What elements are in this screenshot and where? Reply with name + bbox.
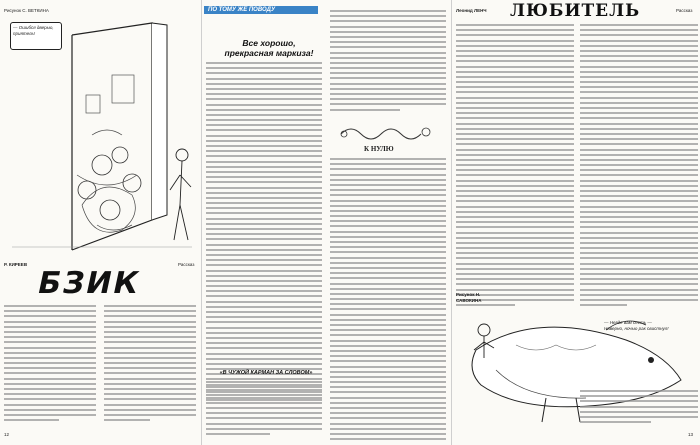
story-author-right: Леонид ЛЕНЧ	[456, 8, 487, 13]
article-text-col-3	[330, 158, 446, 443]
cartoon-illustration	[2, 15, 198, 257]
cartoon-caption-2: Наверно, ночью рак свистнул!	[604, 326, 669, 331]
story-right-col-bottom	[580, 390, 698, 426]
story-title-right: ЛЮБИТЕЛЬ	[510, 1, 641, 21]
article-title: Все хорошо, прекрасная маркиза!	[224, 38, 314, 58]
story-right-col-1	[456, 24, 574, 309]
story-genre: Рассказ	[178, 262, 195, 267]
article-2-text	[206, 381, 322, 438]
page-number-left: 12	[4, 432, 10, 437]
middle-page	[204, 0, 449, 445]
cartoon-caption-1: — Негде вам сесть —	[604, 320, 652, 325]
chain-illustration	[336, 122, 436, 142]
right-page	[454, 0, 700, 445]
speech-bubble	[10, 22, 62, 50]
page-number-right: 13	[688, 432, 694, 437]
story-title: БЗИК	[34, 266, 144, 301]
story-text-column-1	[4, 305, 96, 424]
illustration-credit-right: Рисунок Н. САВОКИНА	[456, 292, 482, 303]
story-genre-right: Рассказ	[676, 8, 693, 13]
story-author: Р. КИРЕЕВ	[4, 262, 28, 267]
article-title-2: «В ЧУЖОЙ КАРМАН ЗА СЛОВОМ»	[219, 370, 313, 376]
story-text-column-2	[104, 305, 196, 424]
left-page	[0, 0, 200, 445]
speech-bubble-text: — Ошибся дверью, приятель!	[13, 25, 54, 36]
article-text-col-1	[206, 62, 322, 404]
story-right-col-2	[580, 24, 698, 309]
small-heading: К НУЛЮ	[364, 145, 394, 153]
section-header: ПО ТОМУ ЖЕ ПОВОДУ	[204, 6, 318, 14]
illustration-credit: Рисунок С. ВЕТКИНА	[4, 8, 49, 13]
article-text-col-2	[330, 10, 446, 114]
